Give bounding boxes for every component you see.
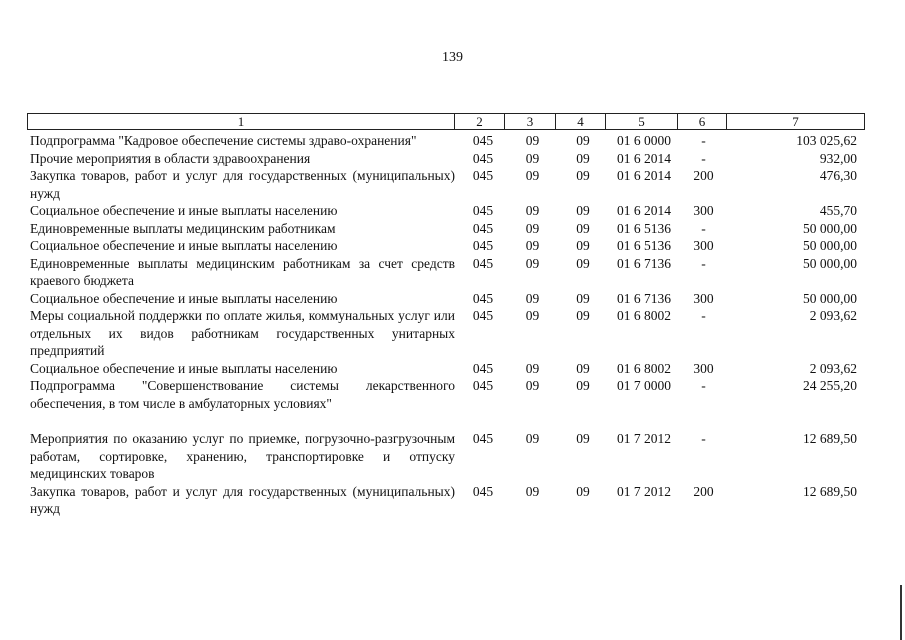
row-col-5: 01 6 2014 bbox=[617, 168, 671, 183]
row-col-4: 09 bbox=[576, 203, 590, 218]
row-name: Меры социальной поддержки по оплате жилья, коммунальных услуг или отдельных их видов работникам государственных унитарных предприятий bbox=[30, 308, 455, 358]
row-col-4: 09 bbox=[576, 168, 590, 183]
row-name: Подпрограмма "Совершенствование системы лекарственного обеспечения, в том числе в амбулаторных условиях" bbox=[30, 378, 455, 411]
row-name: Социальное обеспечение и иные выплаты населению bbox=[30, 290, 338, 306]
row-col-2: 045 bbox=[472, 308, 494, 323]
row-col-3: 09 bbox=[525, 168, 540, 183]
row-amount: 50 000,00 bbox=[803, 220, 857, 236]
row-col-2: 045 bbox=[472, 431, 494, 446]
row-col-2: 045 bbox=[472, 220, 494, 236]
row-col-2: 045 bbox=[472, 255, 494, 271]
row-name: Социальное обеспечение и иные выплаты населению bbox=[30, 203, 338, 218]
row-col-2: 045 bbox=[472, 150, 494, 166]
table-body bbox=[30, 132, 865, 518]
row-col-6: - bbox=[701, 431, 706, 446]
scan-edge-line bbox=[900, 585, 902, 640]
row-col-5: 01 6 7136 bbox=[617, 290, 671, 306]
row-amount: 50 000,00 bbox=[803, 255, 857, 271]
row-col-2: 045 bbox=[472, 203, 494, 218]
row-col-3: 09 bbox=[525, 378, 540, 393]
row-col-6: 300 bbox=[693, 360, 714, 376]
row-col-5: 01 6 5136 bbox=[617, 220, 671, 236]
row-col-4: 09 bbox=[576, 238, 590, 253]
row-col-2: 045 bbox=[472, 238, 494, 253]
table-row bbox=[30, 483, 865, 518]
row-col-4: 09 bbox=[576, 133, 590, 148]
row-col-4: 09 bbox=[576, 431, 590, 446]
row-col-5: 01 6 2014 bbox=[617, 203, 671, 218]
row-col-2: 045 bbox=[472, 133, 494, 148]
row-col-6: - bbox=[701, 308, 706, 323]
row-name: Прочие мероприятия в области здравоохранения bbox=[30, 150, 311, 166]
row-name: Подпрограмма "Кадровое обеспечение системы здраво-охранения" bbox=[30, 133, 417, 148]
row-col-3: 09 bbox=[525, 290, 540, 306]
row-col-3: 09 bbox=[525, 483, 540, 499]
row-col-3: 09 bbox=[525, 203, 540, 218]
header-col-2: 2 bbox=[455, 114, 505, 129]
header-col-3: 3 bbox=[505, 114, 556, 129]
row-col-3: 09 bbox=[525, 238, 540, 253]
row-amount: 50 000,00 bbox=[803, 238, 857, 253]
row-col-4: 09 bbox=[576, 378, 590, 393]
table-row bbox=[30, 220, 865, 238]
row-amount: 24 255,20 bbox=[803, 378, 857, 393]
row-col-3: 09 bbox=[525, 133, 540, 148]
row-col-6: 300 bbox=[693, 203, 714, 218]
row-name: Единовременные выплаты медицинским работникам за счет средств краевого бюджета bbox=[30, 255, 455, 288]
table-row bbox=[30, 430, 865, 483]
row-col-3: 09 bbox=[525, 150, 540, 166]
row-col-6: 200 bbox=[693, 483, 714, 499]
page-number: 139 bbox=[442, 50, 463, 65]
row-col-4: 09 bbox=[576, 360, 590, 376]
row-col-5: 01 7 0000 bbox=[617, 378, 671, 393]
table-row bbox=[30, 360, 865, 378]
row-col-6: 300 bbox=[693, 290, 714, 306]
row-col-6: - bbox=[701, 378, 706, 393]
row-amount: 50 000,00 bbox=[803, 290, 857, 306]
row-name: Единовременные выплаты медицинским работникам bbox=[30, 220, 336, 236]
row-col-5: 01 6 8002 bbox=[617, 360, 671, 376]
row-col-3: 09 bbox=[525, 255, 540, 271]
row-amount: 476,30 bbox=[819, 168, 857, 183]
row-col-6: - bbox=[701, 150, 706, 166]
row-amount: 2 093,62 bbox=[809, 308, 857, 323]
row-name: Закупка товаров, работ и услуг для государственных (муниципальных) нужд bbox=[30, 483, 455, 516]
row-col-2: 045 bbox=[472, 483, 494, 499]
row-col-5: 01 6 5136 bbox=[617, 238, 671, 253]
row-col-5: 01 6 7136 bbox=[617, 255, 671, 271]
header-col-6: 6 bbox=[678, 114, 727, 129]
table-row bbox=[30, 202, 865, 220]
row-name: Мероприятия по оказанию услуг по приемке, погрузочно-разгрузочным работам, сортировке, хранению, транспортировке и отпуску медицинских товаров bbox=[30, 431, 455, 481]
row-amount: 103 025,62 bbox=[796, 133, 857, 148]
header-col-4: 4 bbox=[556, 114, 606, 129]
row-col-4: 09 bbox=[576, 150, 590, 166]
header-col-5: 5 bbox=[606, 114, 678, 129]
row-col-4: 09 bbox=[576, 255, 590, 271]
row-name: Социальное обеспечение и иные выплаты населению bbox=[30, 360, 338, 376]
row-col-6: - bbox=[701, 220, 706, 236]
row-col-2: 045 bbox=[472, 290, 494, 306]
row-col-6: - bbox=[701, 133, 706, 148]
row-col-4: 09 bbox=[576, 483, 590, 499]
row-col-3: 09 bbox=[525, 431, 540, 446]
row-gap bbox=[30, 412, 865, 430]
table-row bbox=[30, 167, 865, 202]
row-name: Социальное обеспечение и иные выплаты населению bbox=[30, 238, 338, 253]
row-col-2: 045 bbox=[472, 168, 494, 183]
table-row bbox=[30, 307, 865, 360]
row-amount: 932,00 bbox=[819, 150, 857, 166]
row-amount: 2 093,62 bbox=[809, 360, 857, 376]
row-col-3: 09 bbox=[525, 360, 540, 376]
row-col-5: 01 6 2014 bbox=[617, 150, 671, 166]
table-row bbox=[30, 290, 865, 308]
row-col-5: 01 7 2012 bbox=[617, 483, 671, 499]
header-col-7: 7 bbox=[792, 114, 799, 129]
row-col-6: 200 bbox=[693, 168, 714, 183]
row-amount: 12 689,50 bbox=[803, 483, 857, 499]
row-col-4: 09 bbox=[576, 308, 590, 323]
row-col-5: 01 6 0000 bbox=[617, 133, 671, 148]
table-row bbox=[30, 237, 865, 255]
row-col-5: 01 6 8002 bbox=[617, 308, 671, 323]
row-amount: 455,70 bbox=[819, 203, 857, 218]
header-col-1: 1 bbox=[28, 114, 455, 129]
table-row bbox=[30, 377, 865, 412]
table-row bbox=[30, 132, 865, 150]
row-col-4: 09 bbox=[576, 220, 590, 236]
table-header bbox=[27, 113, 865, 130]
row-col-2: 045 bbox=[472, 360, 494, 376]
row-name: Закупка товаров, работ и услуг для государственных (муниципальных) нужд bbox=[30, 168, 455, 201]
row-col-6: 300 bbox=[693, 238, 714, 253]
row-col-5: 01 7 2012 bbox=[617, 431, 671, 446]
row-col-6: - bbox=[701, 255, 706, 271]
table-row bbox=[30, 150, 865, 168]
table-row bbox=[30, 255, 865, 290]
row-amount: 12 689,50 bbox=[803, 431, 857, 446]
row-col-2: 045 bbox=[472, 378, 494, 393]
row-col-4: 09 bbox=[576, 290, 590, 306]
row-col-3: 09 bbox=[525, 308, 540, 323]
row-col-3: 09 bbox=[525, 220, 540, 236]
